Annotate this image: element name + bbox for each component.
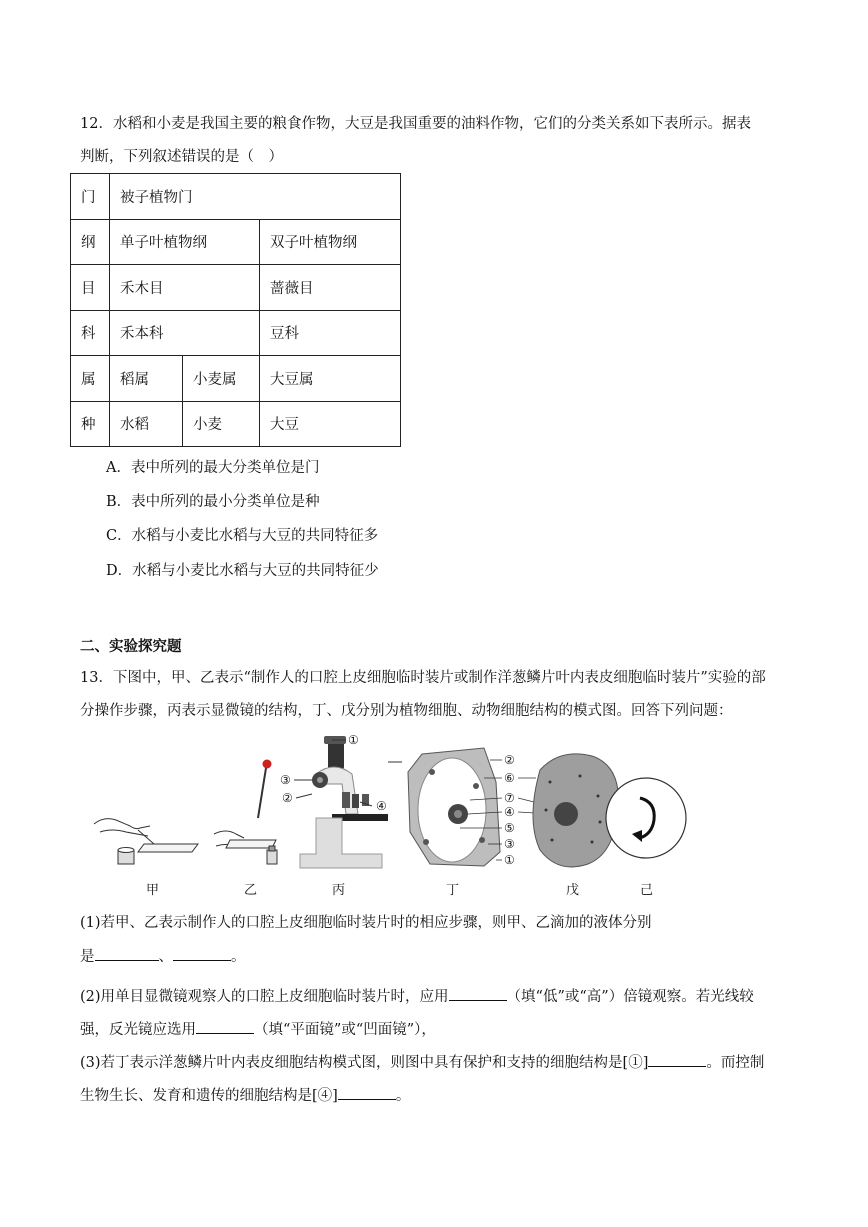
experiment-figure [80, 722, 720, 902]
cell-mark-4: ④ [504, 805, 515, 819]
rotation-diagram [606, 778, 686, 858]
cell-mark-7: ⑦ [504, 791, 515, 805]
table-cell: 小麦属 [183, 356, 260, 402]
cell-mark-2: ② [504, 753, 515, 767]
part-2-text-a: (2)用单目显微镜观察人的口腔上皮细胞临时装片时，应用 [80, 989, 449, 1005]
scope-mark-1: ① [348, 733, 359, 747]
answer-blank-3a[interactable] [648, 1052, 706, 1067]
table-cell: 禾本科 [110, 310, 260, 356]
animal-cell-illustration [533, 754, 618, 867]
answer-blank-2b[interactable] [196, 1019, 254, 1034]
part-3-text-a: (3)若丁表示洋葱鳞片叶内表皮细胞结构模式图，则图中具有保护和支持的细胞结构是[①] [80, 1055, 649, 1071]
part-2-text [80, 986, 754, 1007]
part-3-text [80, 1052, 764, 1073]
table-cell: 豆科 [260, 310, 401, 356]
part-2-text-cont [80, 1019, 436, 1040]
table-cell: 蔷薇目 [260, 265, 401, 311]
cell-mark-1: ① [504, 853, 515, 867]
scope-mark-3: ③ [280, 773, 291, 787]
answer-blank-1a[interactable] [95, 946, 159, 961]
section-heading: 二、实验探究题 [80, 639, 182, 655]
figure-label-ji: 己 [640, 883, 654, 898]
table-row [71, 265, 401, 311]
option-d: D．水稻与小麦比水稻与大豆的共同特征少 [106, 563, 379, 579]
part-1-text: (1)若甲、乙表示制作人的口腔上皮细胞临时装片时的相应步骤，则甲、乙滴加的液体分别 [80, 915, 652, 931]
table-cell: 单子叶植物纲 [110, 219, 260, 265]
table-row [71, 310, 401, 356]
table-row [71, 401, 401, 447]
part-2-text-a2: （填“低”或“高”）倍镜观察。若光线较 [506, 989, 754, 1005]
question-13-text-cont: 分操作步骤，丙表示显微镜的结构，丁、戊分别为植物细胞、动物细胞结构的模式图。回答下列问题： [80, 703, 733, 719]
table-cell: 目 [71, 265, 110, 311]
step-yi-illustration [214, 760, 277, 864]
cell-mark-3: ③ [504, 837, 515, 851]
answer-blank-3b[interactable] [338, 1085, 396, 1100]
table-cell: 科 [71, 310, 110, 356]
scope-mark-4: ④ [376, 799, 387, 813]
table-cell: 大豆属 [260, 356, 401, 402]
table-cell: 水稻 [110, 401, 183, 447]
option-b: B．表中所列的最小分类单位是种 [106, 494, 320, 510]
figure-label-ding: 丁 [446, 883, 460, 898]
table-cell: 种 [71, 401, 110, 447]
classification-table [70, 173, 401, 447]
table-cell: 属 [71, 356, 110, 402]
cell-mark-5: ⑤ [504, 821, 515, 835]
question-12-text-cont: 判断，下列叙述错误的是（ ） [80, 149, 283, 165]
question-13-text: 13．下图中，甲、乙表示“制作人的口腔上皮细胞临时装片或制作洋葱鳞片叶内表皮细胞临时装片”实验的部 [80, 670, 766, 686]
plant-cell-illustration [408, 748, 500, 866]
part-1-answer-line [80, 946, 246, 967]
figure-label-yi: 乙 [244, 883, 258, 898]
part-3-text-b: 生物生长、发育和遗传的细胞结构是[④] [80, 1088, 338, 1104]
answer-blank-2a[interactable] [449, 986, 507, 1001]
table-cell: 禾木目 [110, 265, 260, 311]
table-cell: 门 [71, 174, 110, 220]
part-2-text-b: 强，反光镜应选用 [80, 1022, 196, 1038]
part-1-separator: 、 [158, 949, 173, 965]
part-3-text-cont [80, 1085, 410, 1106]
figure-label-bing: 丙 [332, 883, 346, 898]
table-cell: 双子叶植物纲 [260, 219, 401, 265]
question-12-text: 12．水稻和小麦是我国主要的粮食作物，大豆是我国重要的油料作物，它们的分类关系如下表所示。据表 [80, 116, 751, 132]
part-3-text-b2: 。 [395, 1088, 411, 1104]
table-row [71, 356, 401, 402]
table-cell: 大豆 [260, 401, 401, 447]
table-cell: 纲 [71, 219, 110, 265]
cell-mark-6: ⑥ [504, 771, 515, 785]
figure-label-wu: 戊 [566, 883, 580, 898]
option-a: A．表中所列的最大分类单位是门 [106, 460, 320, 476]
table-cell: 被子植物门 [110, 174, 401, 220]
table-cell: 稻属 [110, 356, 183, 402]
part-1-prefix: 是 [80, 949, 95, 965]
figure-label-jia: 甲 [146, 883, 160, 898]
table-row [71, 219, 401, 265]
table-cell: 小麦 [183, 401, 260, 447]
part-1-end: 。 [231, 949, 246, 965]
option-c: C．水稻与小麦比水稻与大豆的共同特征多 [106, 528, 379, 544]
table-row [71, 174, 401, 220]
answer-blank-1b[interactable] [173, 946, 231, 961]
step-jia-illustration [94, 819, 198, 864]
scope-mark-2: ② [282, 791, 293, 805]
part-2-text-b2: （填“平面镜”或“凹面镜”）， [254, 1022, 436, 1038]
part-3-text-a2: 。而控制 [706, 1055, 765, 1071]
